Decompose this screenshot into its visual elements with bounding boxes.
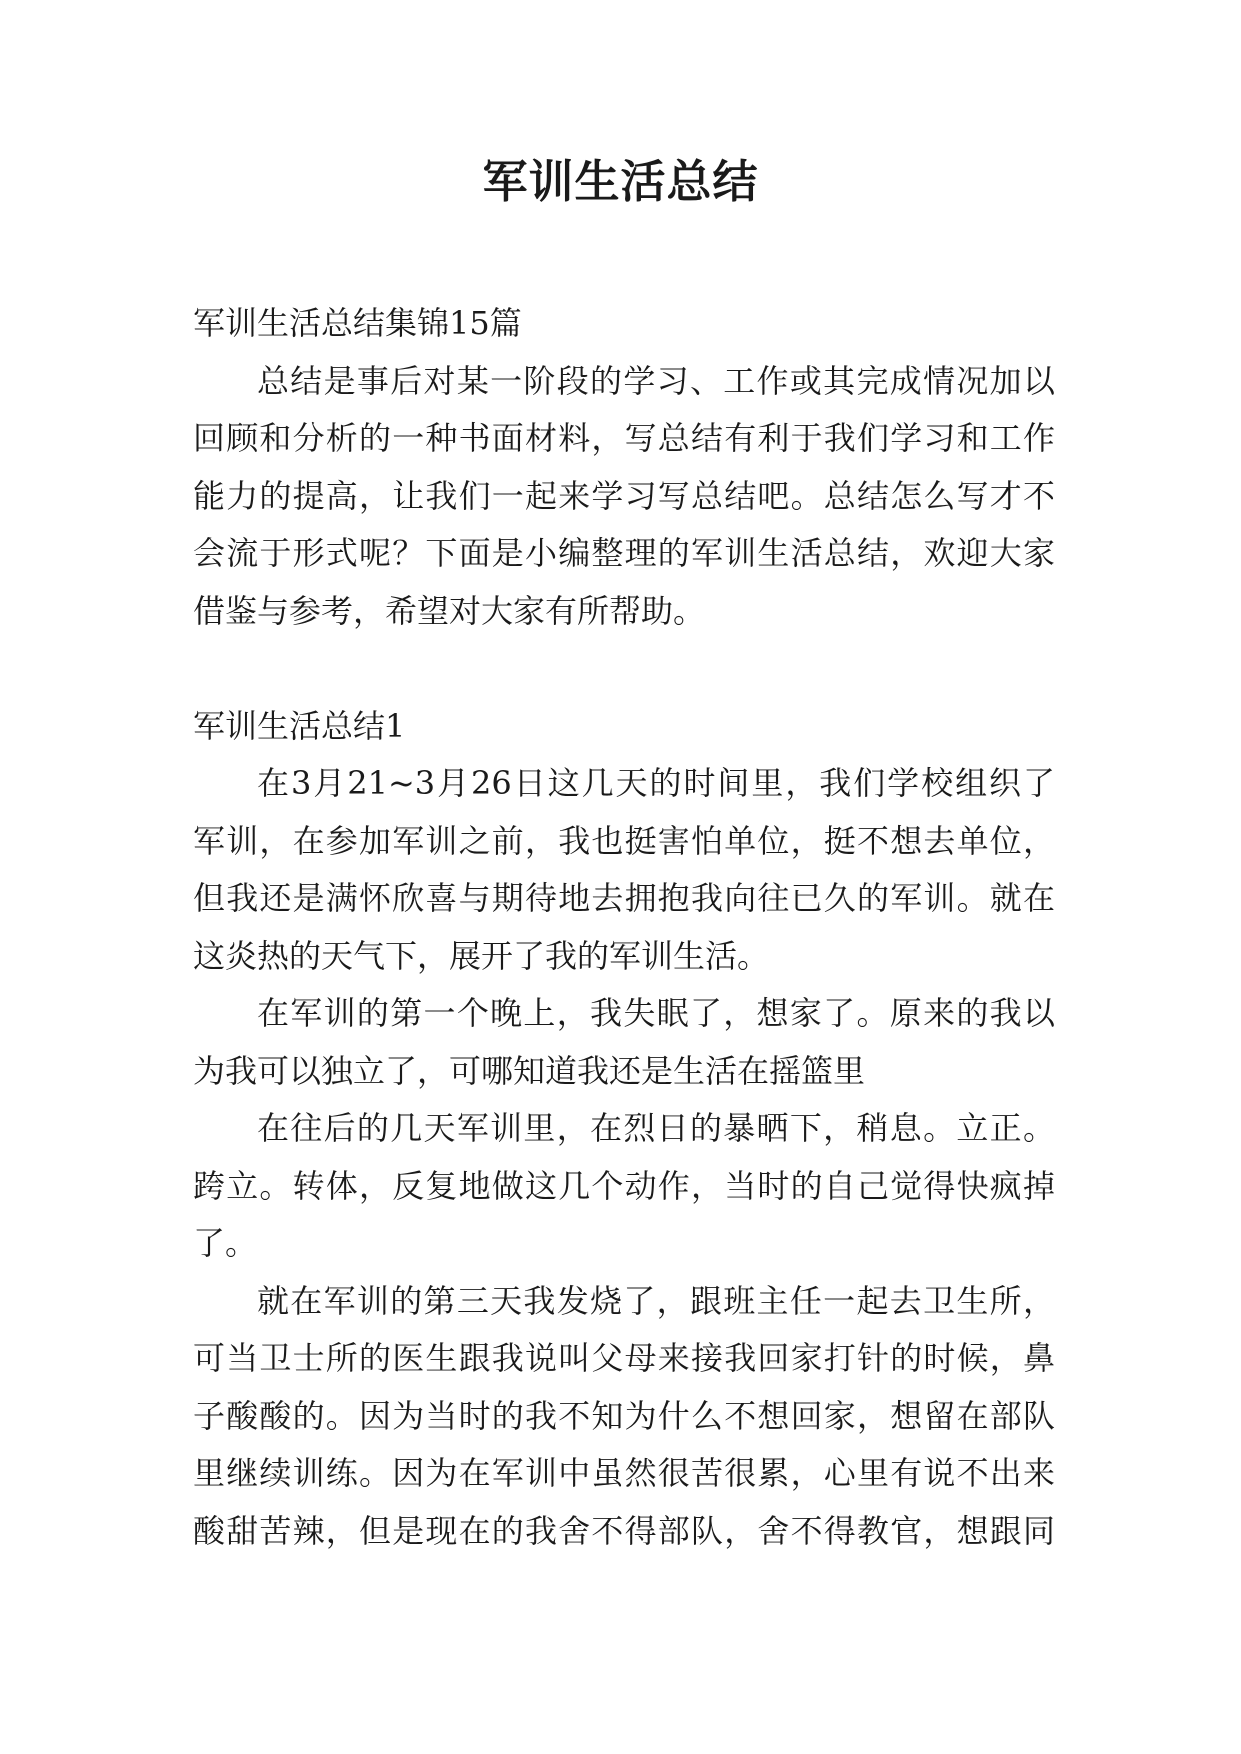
intro-paragraph: [193, 353, 1055, 641]
section-heading: 军训生活总结1: [193, 706, 406, 745]
paragraph: [193, 755, 1055, 985]
text-line: 跨立。转体，反复地做这几个动作，当时的自己觉得快疯掉: [193, 1166, 1055, 1205]
paragraph-gap: [193, 640, 1055, 698]
text-line: 可当卫士所的医生跟我说叫父母来接我回家打针的时候，鼻: [193, 1339, 1055, 1377]
text-line: 在往后的几天军训里，在烈日的暴晒下，稍息。立正。: [257, 1109, 1055, 1147]
text-line: 总结是事后对某一阶段的学习、工作或其完成情况加以: [257, 361, 1055, 400]
document-body: [193, 295, 1055, 1560]
text-line: 但我还是满怀欣喜与期待地去拥抱我向往已久的军训。就在: [193, 879, 1055, 917]
text-line: 为我可以独立了，可哪知道我还是生活在摇篮里: [193, 1051, 866, 1090]
text-line: 能力的提高，让我们一起来学习写总结吧。总结怎么写才不: [193, 476, 1055, 515]
paragraph: [193, 985, 1055, 1100]
text-line: 回顾和分析的一种书面材料，写总结有利于我们学习和工作: [193, 419, 1055, 457]
text-line: 里继续训练。因为在军训中虽然很苦很累，心里有说不出来: [193, 1454, 1055, 1492]
text-line: 就在军训的第三天我发烧了，跟班主任一起去卫生所，: [257, 1281, 1055, 1320]
text-line: 借鉴与参考，希望对大家有所帮助。: [193, 591, 706, 630]
text-line: 会流于形式呢？下面是小编整理的军训生活总结，欢迎大家: [193, 534, 1055, 572]
paragraph: [193, 1100, 1055, 1273]
text-line: 军训，在参加军训之前，我也挺害怕单位，挺不想去单位，: [193, 821, 1055, 860]
paragraph: [193, 1273, 1055, 1561]
text-line: 在3月21~3月26日这几天的时间里，我们学校组织了: [257, 764, 1055, 802]
document-subtitle: 军训生活总结集锦15篇: [193, 304, 522, 342]
document-title: 军训生活总结: [482, 155, 759, 208]
text-line: 子酸酸的。因为当时的我不知为什么不想回家，想留在部队: [193, 1396, 1055, 1435]
text-line: 这炎热的天气下，展开了我的军训生活。: [193, 936, 770, 975]
text-line: 在军训的第一个晚上，我失眠了，想家了。原来的我以: [257, 994, 1055, 1032]
text-line: 了。: [193, 1224, 258, 1262]
text-line: 酸甜苦辣，但是现在的我舍不得部队，舍不得教官，想跟同: [193, 1511, 1055, 1550]
